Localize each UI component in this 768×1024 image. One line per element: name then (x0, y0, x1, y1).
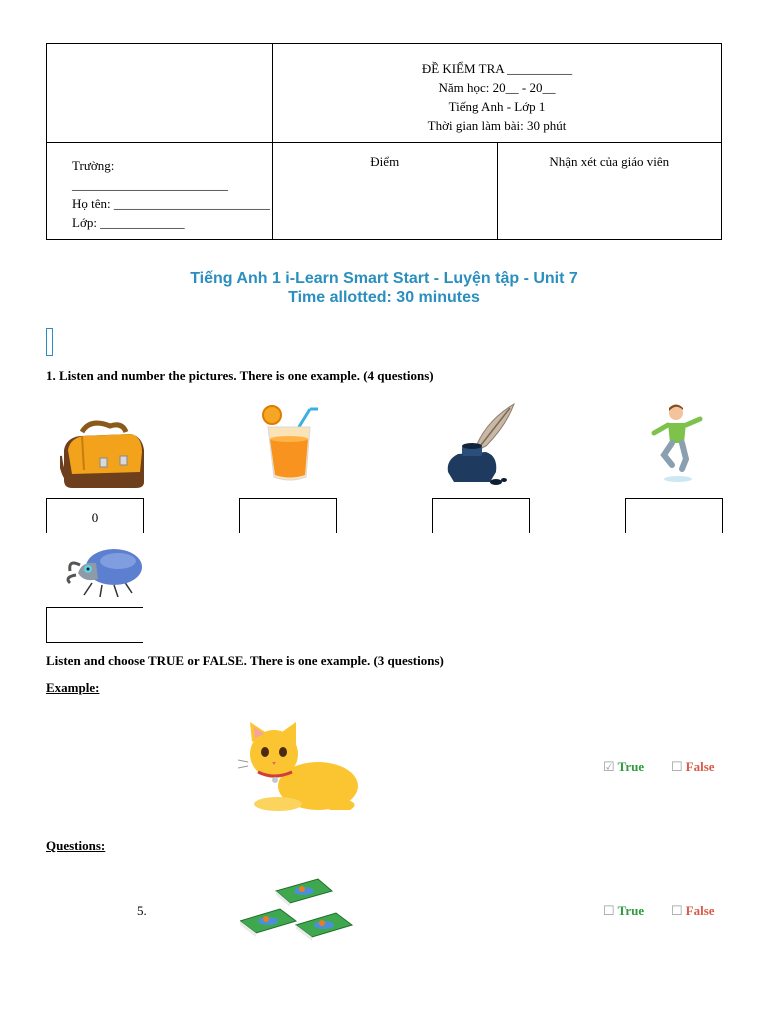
answer-box-4[interactable] (625, 498, 723, 533)
exam-title: ĐỀ KIỂM TRA __________ (421, 61, 573, 76)
answer-box-2[interactable] (239, 498, 337, 533)
example-false-checkbox[interactable]: ☐ (671, 759, 683, 774)
school-line[interactable]: ________________________ (72, 177, 228, 192)
bag-icon (60, 420, 146, 490)
q5-true-label: True (617, 903, 645, 918)
part1-instruction: 1. Listen and number the pictures. There is one example. (4 questions) (46, 368, 434, 383)
question-number: 5. (137, 903, 147, 918)
example-true-label: True (617, 759, 645, 774)
jumping-boy-icon (650, 403, 706, 485)
ink-pen-icon (444, 402, 520, 488)
example-true-option[interactable] (603, 759, 644, 775)
q5-false-checkbox[interactable]: ☐ (671, 903, 683, 918)
score-label: Điểm (370, 154, 400, 169)
page-title: Tiếng Anh 1 i-Learn Smart Start - Luyện tập - Unit 7 (190, 270, 578, 287)
example-label: Example: (46, 680, 100, 695)
q5-false-label: False (685, 903, 715, 918)
teacher-comment-label: Nhận xét của giáo viên (549, 154, 670, 169)
example-false-option[interactable] (671, 759, 715, 775)
questions-label: Questions: (46, 838, 106, 853)
answer-box-example[interactable]: 0 (46, 498, 144, 533)
score-cell (273, 143, 498, 240)
name-field[interactable]: Họ tên: ________________________ (72, 196, 270, 211)
cat-icon (238, 722, 362, 814)
part2-instruction: Listen and choose TRUE or FALSE. There is one example. (3 questions) (46, 653, 444, 668)
juice-icon (260, 405, 322, 483)
example-false-label: False (685, 759, 715, 774)
school-label: Trường: (72, 158, 115, 173)
q5-true-option[interactable] (603, 903, 644, 919)
answer-box-5[interactable] (46, 607, 143, 643)
duration: Thời gian làm bài: 30 phút (427, 118, 567, 133)
header-logo-cell (47, 44, 273, 143)
class-field[interactable]: Lớp: _____________ (72, 215, 185, 230)
header-table (46, 43, 722, 240)
beetle-icon (62, 543, 144, 599)
page-subtitle: Time allotted: 30 minutes (288, 289, 480, 306)
answer-box-3[interactable] (432, 498, 530, 533)
q5-false-option[interactable] (671, 903, 715, 919)
school-year: Năm học: 20__ - 20__ (438, 80, 556, 95)
teacher-comment-cell (497, 143, 722, 240)
books-icon (240, 877, 354, 941)
q5-true-checkbox[interactable]: ☐ (603, 903, 615, 918)
subject: Tiếng Anh - Lớp 1 (448, 99, 546, 114)
text-cursor-box[interactable] (46, 328, 53, 356)
example-true-checkbox[interactable]: ☑ (603, 759, 615, 774)
student-info-cell (47, 143, 273, 240)
header-exam-info-cell (273, 44, 722, 143)
